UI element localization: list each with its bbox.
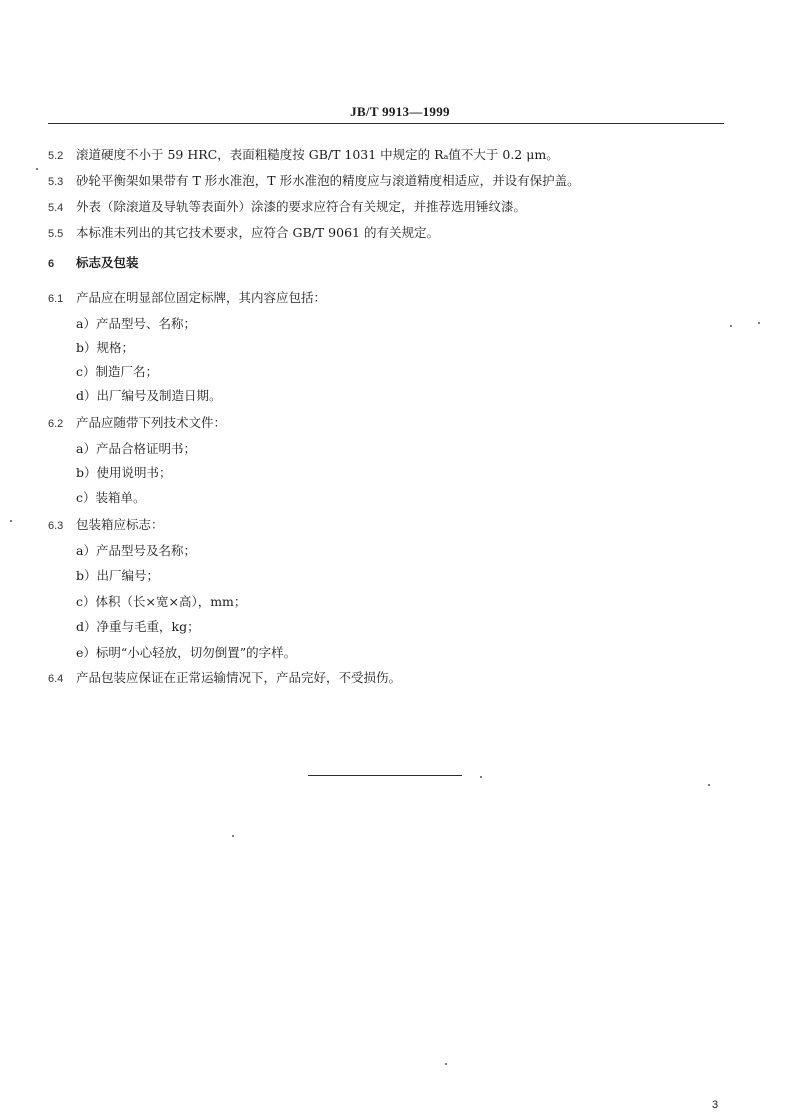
header-rule bbox=[48, 123, 724, 124]
list-item: b）使用说明书； bbox=[76, 465, 172, 480]
list-item: a）产品型号、名称； bbox=[76, 316, 196, 331]
section-number: 6 bbox=[48, 258, 55, 270]
clause-number: 5.2 bbox=[48, 150, 64, 162]
clause-number: 6.1 bbox=[48, 293, 64, 305]
clause-text: 滚道硬度不小于 59 HRC，表面粗糙度按 GB/T 1031 中规定的 Rₐ值不大于 0.2 μm。 bbox=[76, 147, 559, 162]
clause-text: 产品包装应保证在正常运输情况下，产品完好，不受损伤。 bbox=[76, 670, 402, 685]
clause-text: 砂轮平衡架如果带有 T 形水准泡，T 形水准泡的精度应与滚道精度相适应，并设有保护盖。 bbox=[76, 173, 580, 188]
clause-6-4 bbox=[48, 670, 401, 687]
clause-text: 产品应随带下列技术文件： bbox=[76, 415, 227, 430]
clause-number: 5.4 bbox=[48, 202, 64, 214]
scan-speck bbox=[36, 168, 38, 170]
scan-speck bbox=[445, 1063, 447, 1065]
clause-text: 包装箱应标志： bbox=[76, 517, 164, 532]
list-item: b）出厂编号； bbox=[76, 568, 160, 583]
clause-number: 6.4 bbox=[48, 673, 64, 685]
clause-number: 5.5 bbox=[48, 228, 64, 240]
scan-speck bbox=[708, 784, 710, 786]
clause-5-2 bbox=[48, 147, 559, 164]
section-title: 标志及包装 bbox=[76, 255, 139, 270]
clause-number: 6.2 bbox=[48, 418, 64, 430]
end-of-standard-rule bbox=[308, 775, 462, 776]
scan-speck bbox=[10, 520, 12, 522]
list-item: a）产品型号及名称； bbox=[76, 543, 196, 558]
clause-6-3 bbox=[48, 517, 164, 534]
clause-5-5 bbox=[48, 225, 439, 242]
list-item: c）装箱单。 bbox=[76, 490, 146, 505]
list-item: b）规格； bbox=[76, 340, 135, 355]
standard-code-header: JB/T 9913—1999 bbox=[350, 104, 450, 119]
clause-text: 产品应在明显部位固定标牌，其内容应包括： bbox=[76, 290, 327, 305]
scan-speck bbox=[730, 325, 732, 327]
list-item: e）标明“小心轻放，切勿倒置”的字样。 bbox=[76, 645, 297, 660]
clause-5-3 bbox=[48, 173, 580, 190]
clause-number: 6.3 bbox=[48, 520, 64, 532]
page-number: 3 bbox=[712, 1099, 719, 1111]
list-item: c）体积（长×宽×高），mm； bbox=[76, 594, 247, 609]
section-6-heading bbox=[48, 255, 139, 272]
list-item: d）出厂编号及制造日期。 bbox=[76, 388, 222, 403]
clause-6-2 bbox=[48, 415, 226, 432]
scan-speck bbox=[758, 322, 760, 324]
list-item: d）净重与毛重，kg； bbox=[76, 619, 200, 634]
scan-speck bbox=[480, 776, 482, 778]
clause-5-4 bbox=[48, 199, 526, 216]
list-item: c）制造厂名； bbox=[76, 364, 159, 379]
clause-number: 5.3 bbox=[48, 176, 64, 188]
clause-6-1 bbox=[48, 290, 326, 307]
list-item: a）产品合格证明书； bbox=[76, 441, 196, 456]
clause-text: 本标准未列出的其它技术要求，应符合 GB/T 9061 的有关规定。 bbox=[76, 225, 439, 240]
clause-text: 外表（除滚道及导轨等表面外）涂漆的要求应符合有关规定，并推荐选用锤纹漆。 bbox=[76, 199, 527, 214]
scan-speck bbox=[232, 835, 234, 837]
